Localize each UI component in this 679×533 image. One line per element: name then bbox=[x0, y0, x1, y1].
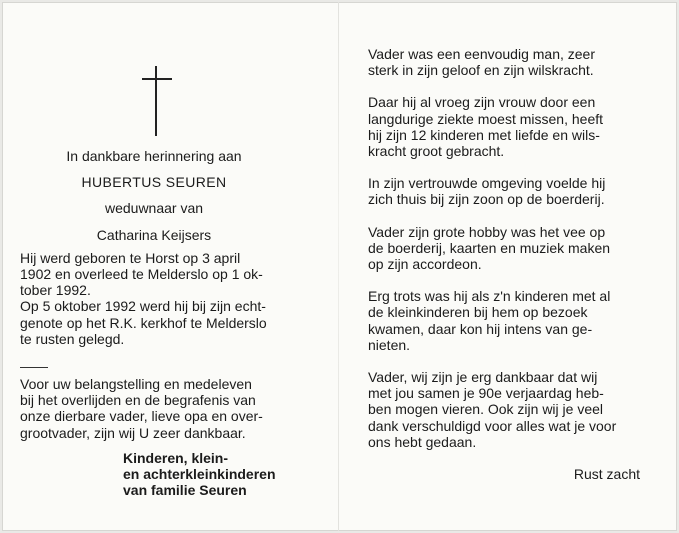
relation-text: weduwnaar van bbox=[104, 200, 204, 217]
deceased-name: HUBERTUS SEUREN bbox=[81, 174, 227, 191]
thanks-line: bij het overlijden en de begrafenis van bbox=[20, 392, 256, 409]
text-line: In zijn vertrouwde omgeving voelde hij bbox=[368, 175, 606, 192]
bio-line: 1902 en overleed te Melderslo op 1 ok- bbox=[20, 266, 263, 283]
paragraph-1 bbox=[368, 46, 640, 78]
left-panel bbox=[20, 148, 288, 498]
card-fold-line bbox=[338, 2, 339, 531]
bio-line: Hij werd geboren te Horst op 3 april bbox=[20, 249, 241, 266]
burial-paragraph bbox=[20, 298, 288, 347]
divider bbox=[20, 367, 48, 368]
text-line: de kleinkinderen bij hem op bezoek bbox=[368, 304, 588, 321]
text-line: de boerderij, kaarten en muziek maken bbox=[368, 239, 611, 256]
signer-line: van familie Seuren bbox=[123, 481, 247, 498]
text-line: ben mogen vieren. Ook zijn wij je veel bbox=[368, 401, 604, 418]
text-line: ons hebt gedaan. bbox=[368, 433, 477, 450]
text-line: langdurige ziekte moest missen, heeft bbox=[368, 110, 604, 127]
thanks-line: grootvader, zijn wij U zeer dankbaar. bbox=[20, 424, 246, 441]
text-line: kracht groot gebracht. bbox=[368, 143, 505, 160]
text-line: Erg trots was hij als z'n kinderen met al bbox=[368, 288, 611, 305]
bio-paragraph bbox=[20, 250, 288, 299]
signers bbox=[123, 450, 288, 498]
burial-line: genote op het R.K. kerkhof te Melderslo bbox=[20, 314, 267, 331]
text-line: Vader, wij zijn je erg dankbaar dat wij bbox=[368, 369, 598, 386]
burial-line: Op 5 oktober 1992 werd hij bij zijn echt- bbox=[20, 298, 266, 315]
burial-line: te rusten gelegd. bbox=[20, 330, 125, 347]
text-line: nieten. bbox=[368, 336, 411, 353]
text-line: kwamen, daar kon hij intens van ge- bbox=[368, 320, 593, 337]
text-line: Vader was een eenvoudig man, zeer bbox=[368, 46, 595, 62]
text-line: op zijn accordeon. bbox=[368, 256, 482, 273]
paragraph-4 bbox=[368, 224, 640, 273]
right-panel bbox=[368, 46, 640, 482]
paragraph-2 bbox=[368, 94, 640, 159]
cross-icon bbox=[142, 66, 172, 136]
paragraph-6 bbox=[368, 369, 640, 450]
text-line: met jou samen je 90e verjaardag heb- bbox=[368, 385, 604, 402]
closing-text: Rust zacht bbox=[573, 466, 640, 483]
text-line: dank verschuldigd voor alles wat je voor bbox=[368, 417, 617, 434]
text-line: hij zijn 12 kinderen met liefde en wils- bbox=[368, 126, 600, 143]
signer-line: en achterkleinkinderen bbox=[123, 465, 276, 482]
paragraph-3 bbox=[368, 175, 640, 207]
bio-line: tober 1992. bbox=[20, 282, 91, 299]
text-line: zich thuis bij zijn zoon op de boerderij. bbox=[368, 191, 605, 208]
thanks-line: Voor uw belangstelling en medeleven bbox=[20, 376, 252, 393]
text-line: sterk in zijn geloof en zijn wilskracht. bbox=[368, 62, 594, 79]
intro-text: In dankbare herinnering aan bbox=[66, 148, 242, 164]
spouse-name: Catharina Keijsers bbox=[96, 226, 212, 243]
thanks-paragraph bbox=[20, 376, 288, 441]
thanks-line: onze dierbare vader, lieve opa en over- bbox=[20, 408, 263, 425]
paragraph-5 bbox=[368, 288, 640, 353]
signer-line: Kinderen, klein- bbox=[123, 449, 229, 466]
text-line: Vader zijn grote hobby was het vee op bbox=[368, 223, 606, 240]
text-line: Daar hij al vroeg zijn vrouw door een bbox=[368, 94, 596, 111]
